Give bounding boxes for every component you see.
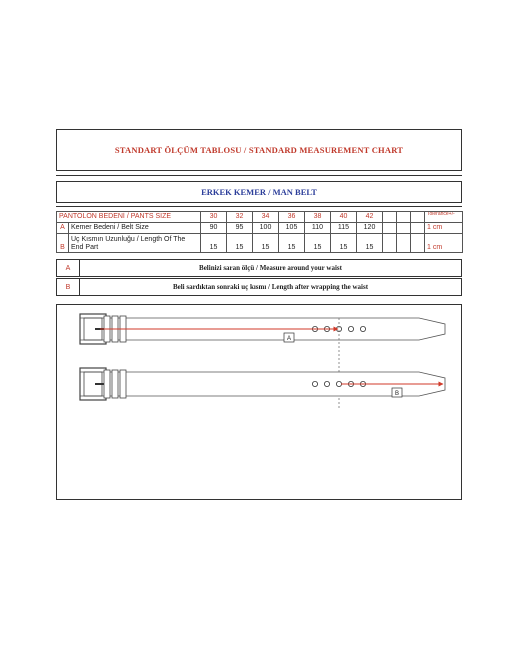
value-cell: 15 xyxy=(331,234,357,253)
size-cell: 32 xyxy=(227,212,253,223)
value-cell: 15 xyxy=(253,234,279,253)
belt-b xyxy=(80,368,445,400)
value-cell: 15 xyxy=(357,234,383,253)
value-cell: 90 xyxy=(201,223,227,234)
value-cell: 100 xyxy=(253,223,279,234)
row-letter: B xyxy=(57,234,69,253)
pants-size-header: PANTOLON BEDENİ / PANTS SIZE xyxy=(57,212,201,223)
value-cell: 115 xyxy=(331,223,357,234)
belt-a xyxy=(80,314,445,344)
tolerance-cell: 1 cm xyxy=(425,223,463,234)
size-cell: 34 xyxy=(253,212,279,223)
value-cell: 15 xyxy=(279,234,305,253)
legend-letter: B xyxy=(57,279,80,295)
row-label: Kemer Bedeni / Belt Size xyxy=(69,223,201,234)
size-cell: 30 xyxy=(201,212,227,223)
size-cell: 42 xyxy=(357,212,383,223)
value-cell: 110 xyxy=(305,223,331,234)
belt-loop xyxy=(104,370,110,398)
value-cell: 105 xyxy=(279,223,305,234)
value-cell: 120 xyxy=(357,223,383,234)
subtitle: ERKEK KEMER / MAN BELT xyxy=(201,187,317,197)
value-cell: 15 xyxy=(201,234,227,253)
size-cell: 36 xyxy=(279,212,305,223)
tolerance-cell: 1 cm xyxy=(425,234,463,253)
legend-text: Belinizi saran ölçü / Measure around your waist xyxy=(199,264,342,272)
row-label: Uç Kısmın Uzunluğu / Length Of The End Part xyxy=(69,234,201,253)
size-cell: 40 xyxy=(331,212,357,223)
row-letter: A xyxy=(57,223,69,234)
value-cell: 15 xyxy=(227,234,253,253)
marker-a-label: A xyxy=(286,336,292,342)
size-cell: 38 xyxy=(305,212,331,223)
belt-loop xyxy=(120,370,126,398)
chart-title: STANDART ÖLÇÜM TABLOSU / STANDARD MEASUREMENT CHART xyxy=(114,145,404,155)
marker-b-label: B xyxy=(394,391,400,397)
legend-letter: A xyxy=(57,260,80,276)
belt-loop xyxy=(112,370,118,398)
value-cell: 15 xyxy=(305,234,331,253)
value-cell: 95 xyxy=(227,223,253,234)
legend-text: Beli sardıktan sonraki uç kısmı / Length after wrapping the waist xyxy=(172,283,369,291)
tolerance-label: Tolerance+/- xyxy=(427,211,455,217)
